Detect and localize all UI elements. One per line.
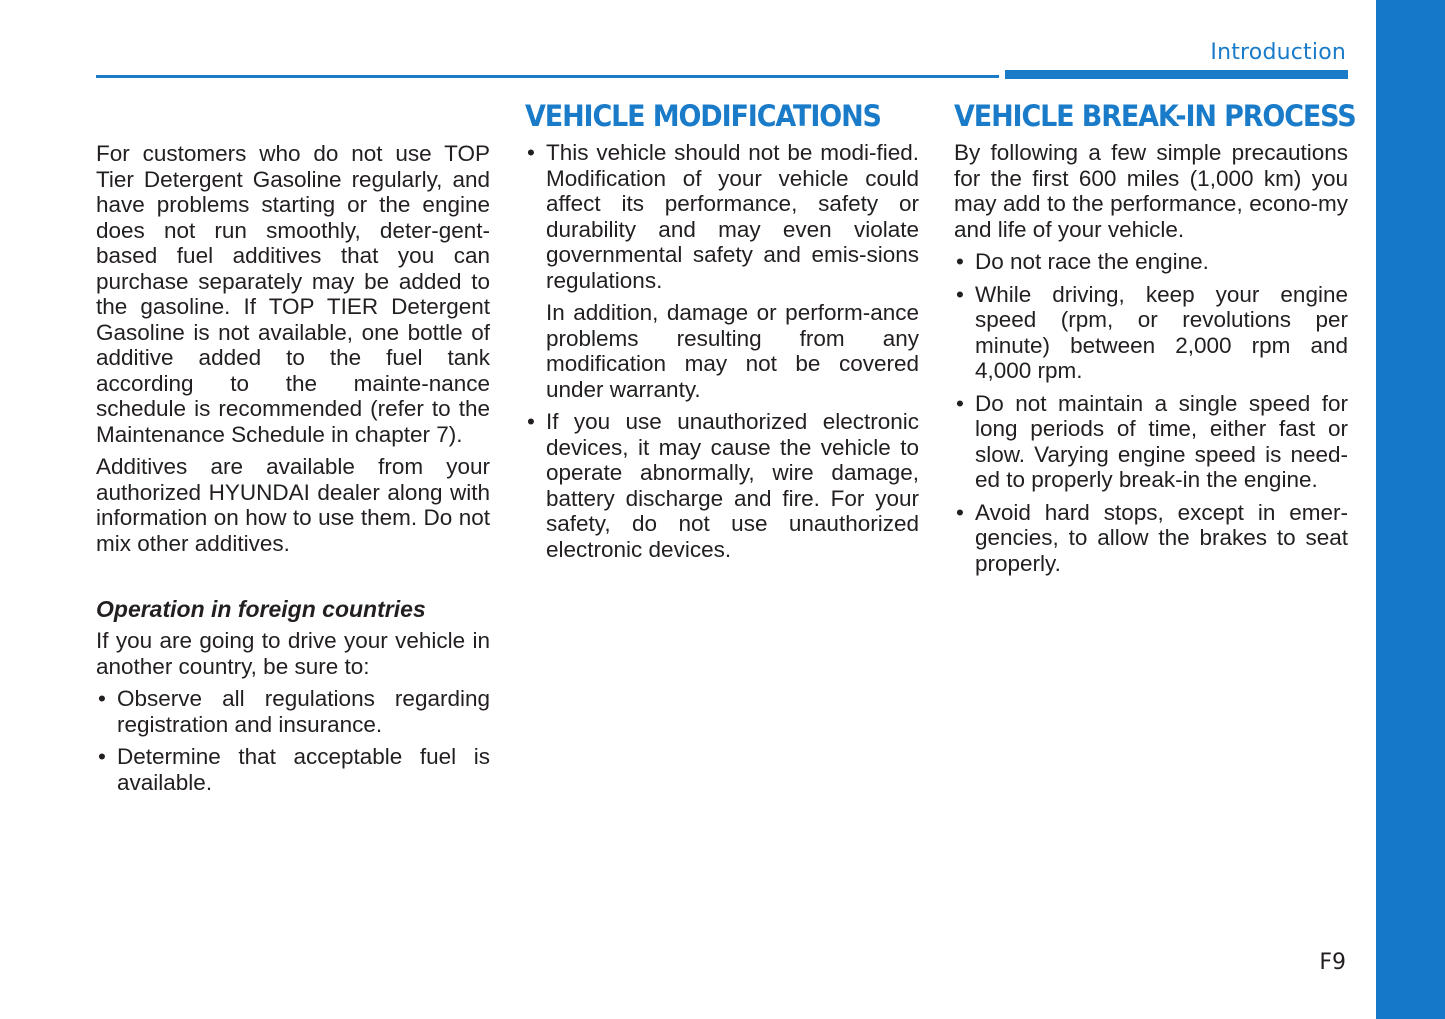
- bullet-list: [525, 140, 919, 562]
- paragraph: Additives are available from your authorized HYUNDAI dealer along with information on how to use them. Do not mix other additives.: [96, 454, 490, 556]
- bullet-icon: •: [527, 140, 535, 165]
- header-rule: [96, 75, 999, 78]
- list-item: • Determine that acceptable fuel is available.: [98, 744, 490, 795]
- list-item: • Do not maintain a single speed for long periods of time, either fast or slow. Varying engine speed is need-ed to properly break-in the engine.: [956, 390, 1348, 492]
- chapter-title: Introduction: [1210, 40, 1346, 65]
- bullet-icon: •: [98, 744, 106, 769]
- header-rule-accent: [1005, 70, 1348, 79]
- section-title: VEHICLE BREAK-IN PROCESS: [954, 99, 1356, 133]
- bullet-icon: •: [956, 390, 964, 416]
- bullet-icon: •: [956, 249, 964, 274]
- paragraph: If you are going to drive your vehicle in another country, be sure to:: [96, 628, 490, 679]
- section-title: VEHICLE MODIFICATIONS: [525, 99, 881, 133]
- bullet-list: [954, 249, 1348, 576]
- column-fuel-additives: [96, 141, 490, 802]
- column-vehicle-modifications: [525, 98, 919, 569]
- list-item: • This vehicle should not be modi-fied. Modification of your vehicle could affect its performance, safety or durability and may even violate governmental safety and emis-sions regulations. In addition, damage or perform-ance problems resulting from any modification may not be covered under warranty.: [527, 140, 919, 402]
- bullet-icon: •: [527, 409, 535, 434]
- bullet-icon: •: [98, 686, 106, 711]
- paragraph: For customers who do not use TOP Tier Detergent Gasoline regularly, and have problems starting or the engine does not run smoothly, deter-gent-based fuel additives that you can purchase separately may be added to the gasoline. If TOP TIER Detergent Gasoline is not available, one bottle of additive added to the fuel tank according to the mainte-nance schedule is recommended (refer to the Maintenance Schedule in chapter 7).: [96, 141, 490, 447]
- list-item: • Avoid hard stops, except in emer-gencies, to allow the brakes to seat properly.: [956, 499, 1348, 576]
- column-break-in-process: [954, 98, 1356, 583]
- paragraph: By following a few simple precautions for the first 600 miles (1,000 km) you may add to the performance, econo-my and life of your vehicle.: [954, 140, 1348, 242]
- list-item: • Do not race the engine.: [956, 249, 1209, 274]
- paragraph: In addition, damage or perform-ance problems resulting from any modification may not be covered under warranty.: [546, 300, 919, 402]
- bullet-list: [96, 686, 490, 795]
- chapter-side-tab: [1376, 0, 1445, 1019]
- list-item: • If you use unauthorized electronic devices, it may cause the vehicle to operate abnormally, wire damage, battery discharge and fire. For your safety, do not use unauthorized electronic devices.: [527, 409, 919, 562]
- bullet-icon: •: [956, 499, 964, 525]
- subheading-foreign-countries: Operation in foreign countries: [96, 596, 426, 622]
- list-item: • While driving, keep your engine speed (rpm, or revolutions per minute) between 2,000 rpm and 4,000 rpm.: [956, 281, 1348, 383]
- bullet-icon: •: [956, 281, 964, 307]
- page-number: F9: [1319, 950, 1346, 975]
- list-item: • Observe all regulations regarding registration and insurance.: [98, 686, 490, 737]
